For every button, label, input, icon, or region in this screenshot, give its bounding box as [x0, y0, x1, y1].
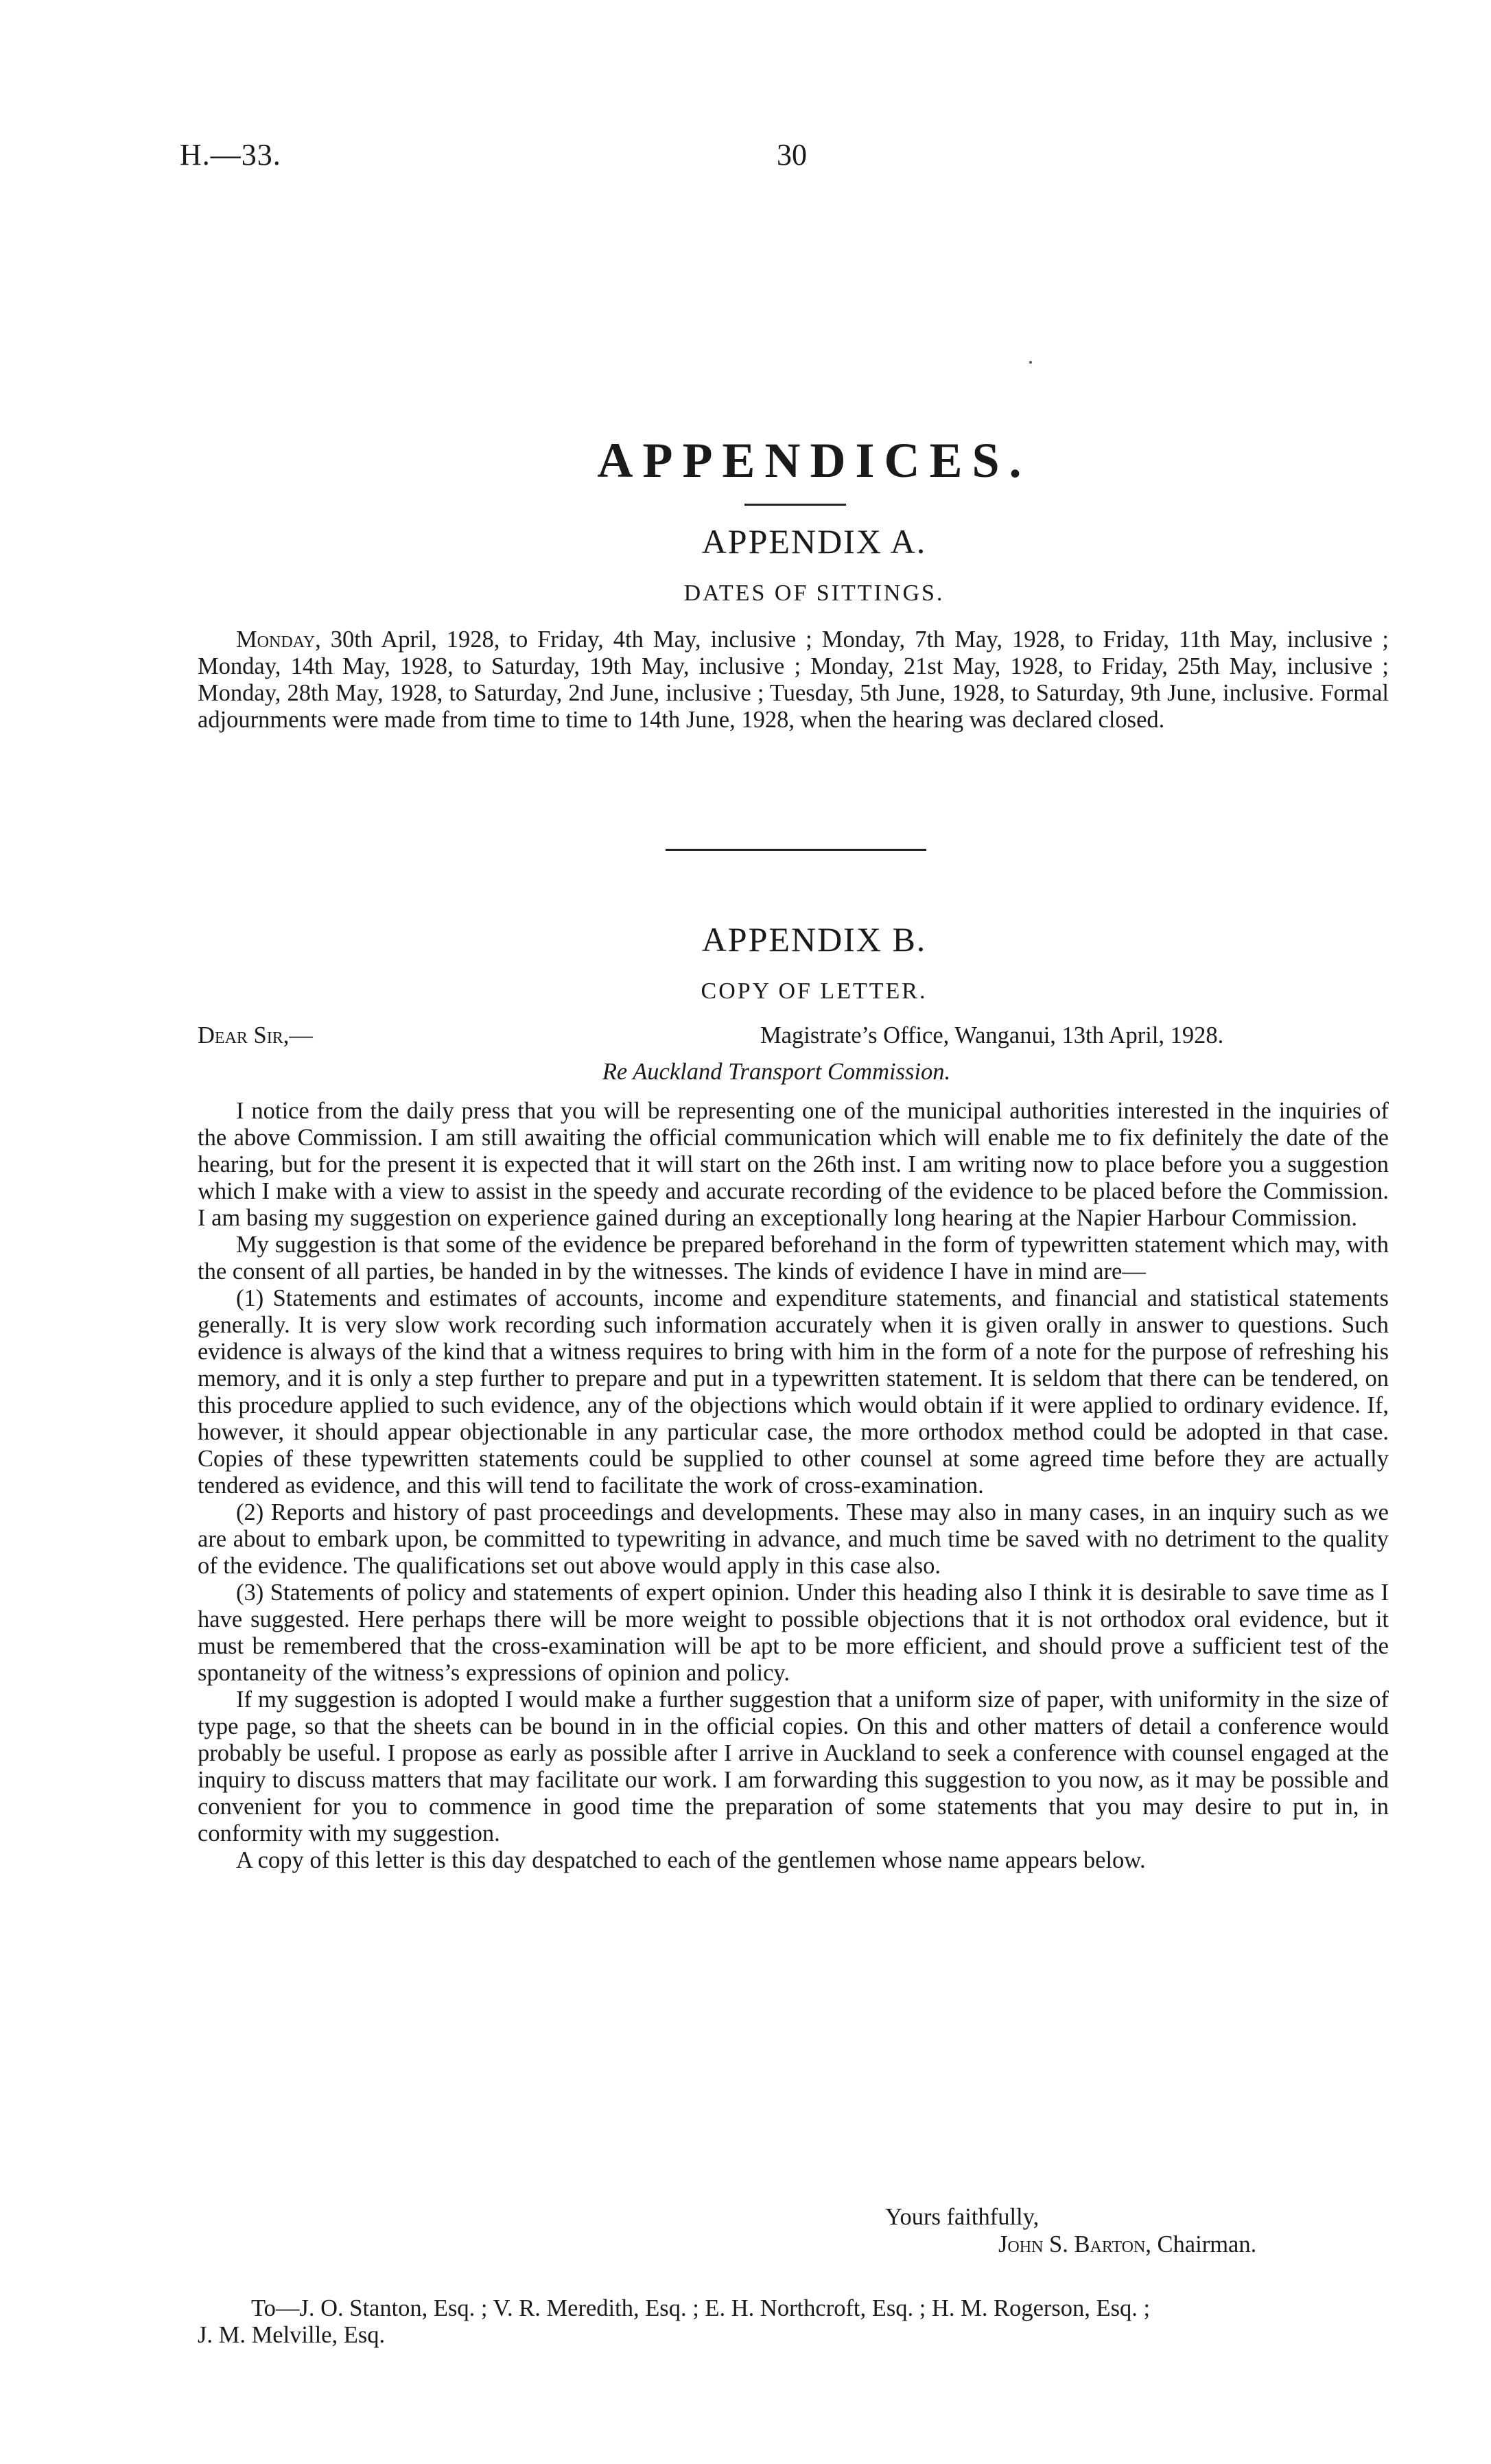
- letter-paragraph: My suggestion is that some of the evidence be prepared beforehand in the form of typewritten statement which may, with the consent of all parties, be handed in by the witnesses. The kinds of evidence I have in mind are—: [198, 1232, 1389, 1284]
- letter-closing: Yours faithfully,: [885, 2204, 1040, 2230]
- page-number: 30: [777, 138, 807, 172]
- section-divider: [666, 849, 926, 851]
- appendix-a-text: , 30th April, 1928, to Friday, 4th May, inclusive ; Monday, 7th May, 1928, to Friday, 11th May, inclusive ; Monday, 14th May, 1928, to Saturday, 19th May, inclusive ; Monday, 21st May, 1928, to Friday, 25th May, inclusive ; Monday, 28th May, 1928, to Saturday, 2nd June, inclusive ; Tuesday, 5th June, 1928, to Saturday, 9th June, inclusive. Formal adjournments were made from time to time to 14th June, 1928, when the hearing was declared closed.: [198, 626, 1389, 733]
- appendix-a-title: APPENDIX A.: [701, 522, 927, 561]
- letter-paragraph: (2) Reports and history of past proceedings and developments. These may also in many cases, in an inquiry such as we are about to embark upon, be committed to typewriting in advance, and much time be saved with no detriment to the quality of the evidence. The qualifications set out above would apply in this case also.: [198, 1499, 1389, 1579]
- letter-paragraph: (3) Statements of policy and statements of expert opinion. Under this heading also I think it is desirable to save time as I have suggested. Here perhaps there will be more weight to possible objections that it is not orthodox oral evidence, but it must be remembered that the cross-examination will be apt to be more efficient, and should prove a sufficient test of the spontaneity of the witness’s expressions of opinion and policy.: [198, 1580, 1389, 1686]
- appendix-a-lead: Monday: [236, 626, 316, 653]
- signature-name: John S. Barton: [998, 2231, 1146, 2257]
- letter-salutation: Dear Sir,—: [198, 1022, 313, 1048]
- letter-dateline: Magistrate’s Office, Wanganui, 13th April, 1928.: [760, 1022, 1224, 1048]
- letter-signature: [998, 2231, 1256, 2258]
- document-reference: H.—33.: [180, 138, 281, 172]
- letter-body: [198, 1098, 1389, 1874]
- title-divider: [744, 504, 846, 506]
- main-title: APPENDICES.: [597, 433, 1031, 488]
- letter-recipients: [198, 2295, 1389, 2349]
- letter-paragraph: (1) Statements and estimates of accounts, income and expenditure statements, and financial and statistical statements generally. It is very slow work recording such information accurately when it is given orally in answer to questions. Such evidence is always of the kind that a witness requires to bring with him in the form of a note for the purpose of refreshing his memory, and it is only a step further to prepare and put in a typewritten statement. It is seldom that there can be tendered, on this procedure applied to such evidence, any of the objections which would obtain if it were applied to ordinary evidence. If, however, it should appear objectionable in any particular case, the more orthodox method could be adopted in that case. Copies of these typewritten statements could be supplied to other counsel at some agreed time before they are actually tendered as evidence, and this will tend to facilitate the work of cross-examination.: [198, 1285, 1389, 1499]
- letter-paragraph: I notice from the daily press that you will be representing one of the municipal authorities interested in the inquiries of the above Commission. I am still awaiting the official communication which will enable me to fix definitely the date of the hearing, but for the present it is expected that it will start on the 26th inst. I am writing now to place before you a suggestion which I make with a view to assist in the speedy and accurate recording of the evidence to be placed before the Commission. I am basing my suggestion on experience gained during an exceptionally long hearing at the Napier Harbour Commission.: [198, 1098, 1389, 1231]
- letter-subject: Re Auckland Transport Commission.: [602, 1059, 951, 1085]
- letter-paragraph: A copy of this letter is this day despatched to each of the gentlemen whose name appears below.: [236, 1847, 1146, 1873]
- print-speck: [1029, 361, 1032, 364]
- appendix-b-heading: COPY OF LETTER.: [701, 978, 928, 1004]
- recipients-line: J. M. Melville, Esq.: [198, 2322, 386, 2348]
- letter-paragraph: If my suggestion is adopted I would make a further suggestion that a uniform size of paper, with uniformity in the size of type page, so that the sheets can be bound in in the official copies. On this and other matters of detail a conference would probably be useful. I propose as early as possible after I arrive in Auckland to seek a conference with counsel engaged at the inquiry to discuss matters that may facilitate our work. I am forwarding this suggestion to you now, as it may be possible and convenient for you to commence in good time the preparation of some statements that you may desire to put in, in conformity with my suggestion.: [198, 1687, 1389, 1846]
- appendix-b-title: APPENDIX B.: [701, 920, 927, 959]
- appendix-a-body: [198, 626, 1389, 734]
- signature-title: , Chairman.: [1145, 2231, 1257, 2257]
- recipients-line: To—J. O. Stanton, Esq. ; V. R. Meredith, Esq. ; E. H. Northcroft, Esq. ; H. M. Rogerson, Esq. ;: [251, 2295, 1151, 2321]
- appendix-a-heading: DATES OF SITTINGS.: [683, 580, 945, 606]
